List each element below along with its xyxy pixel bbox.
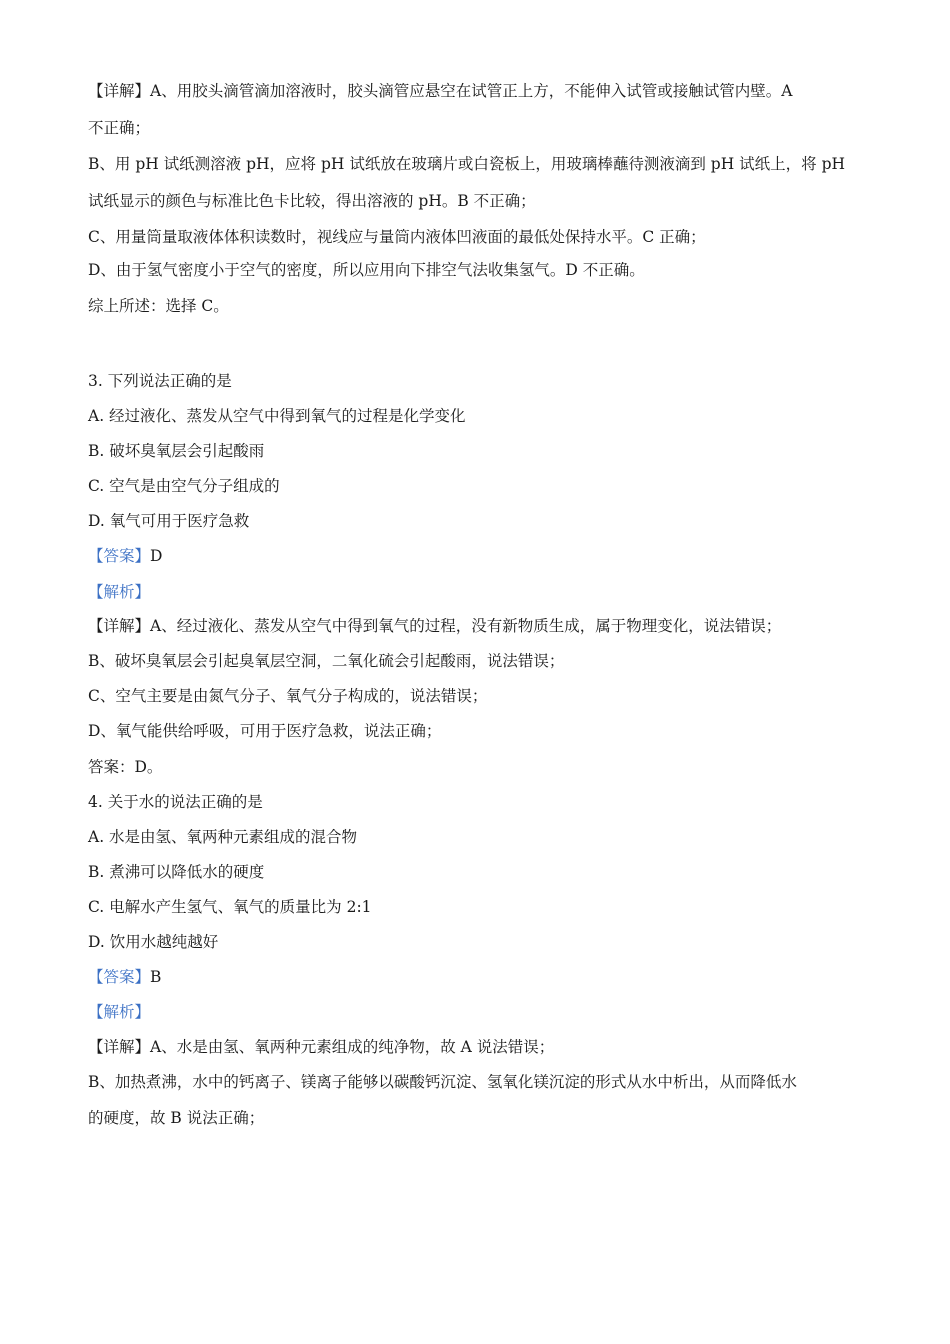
- text-line: 答案：D。: [88, 758, 163, 776]
- text-line: 【详解】A、用胶头滴管滴加溶液时，胶头滴管应悬空在试管正上方，不能伸入试管或接触试管内壁。A: [88, 82, 793, 100]
- text-line: C、空气主要是由氮气分子、氧气分子构成的，说法错误；: [88, 687, 488, 705]
- text-line: C、用量筒量取液体体积读数时，视线应与量筒内液体凹液面的最低处保持水平。C 正确；: [88, 228, 706, 246]
- text-line: 不正确；: [88, 119, 151, 137]
- analysis-label: 【解析】: [88, 583, 151, 601]
- text-line: D、氧气能供给呼吸，可用于医疗急救，说法正确；: [88, 722, 442, 740]
- question-4-option-b: B. 煮沸可以降低水的硬度: [88, 863, 265, 881]
- question-3-stem: 3. 下列说法正确的是: [88, 372, 232, 390]
- analysis-label: 【解析】: [88, 1003, 151, 1021]
- text-line: B、破坏臭氧层会引起臭氧层空洞，二氧化硫会引起酸雨，说法错误；: [88, 652, 565, 670]
- text-line: B、加热煮沸，水中的钙离子、镁离子能够以碳酸钙沉淀、氢氧化镁沉淀的形式从水中析出，从而降低水: [88, 1073, 797, 1091]
- text-line: D、由于氢气密度小于空气的密度，所以应用向下排空气法收集氢气。D 不正确。: [88, 261, 645, 279]
- text-line: 试纸显示的颜色与标准比色卡比较，得出溶液的 pH。B 不正确；: [88, 192, 536, 210]
- text-line: B、用 pH 试纸测溶液 pH，应将 pH 试纸放在玻璃片或白瓷板上，用玻璃棒蘸待测液滴到 pH 试纸上，将 pH: [88, 155, 846, 173]
- question-3-option-a: A. 经过液化、蒸发从空气中得到氧气的过程是化学变化: [88, 407, 466, 425]
- text-line: 综上所述：选择 C。: [88, 297, 229, 315]
- question-3-option-b: B. 破坏臭氧层会引起酸雨: [88, 442, 265, 460]
- text-line: 【详解】A、经过液化、蒸发从空气中得到氧气的过程，没有新物质生成，属于物理变化，说法错误；: [88, 617, 782, 635]
- text-line: 的硬度，故 B 说法正确；: [88, 1109, 265, 1127]
- question-4-option-c: C. 电解水产生氢气、氧气的质量比为 2:1: [88, 898, 372, 916]
- text-line: 【详解】A、水是由氢、氧两种元素组成的纯净物，故 A 说法错误；: [88, 1038, 555, 1056]
- question-4-stem: 4. 关于水的说法正确的是: [88, 793, 263, 811]
- question-3-option-d: D. 氧气可用于医疗急救: [88, 512, 250, 530]
- answer-label: 【答案】D: [88, 547, 163, 565]
- question-4-option-a: A. 水是由氢、氧两种元素组成的混合物: [88, 828, 358, 846]
- question-4-option-d: D. 饮用水越纯越好: [88, 933, 219, 951]
- answer-label: 【答案】B: [88, 968, 162, 986]
- question-3-option-c: C. 空气是由空气分子组成的: [88, 477, 280, 495]
